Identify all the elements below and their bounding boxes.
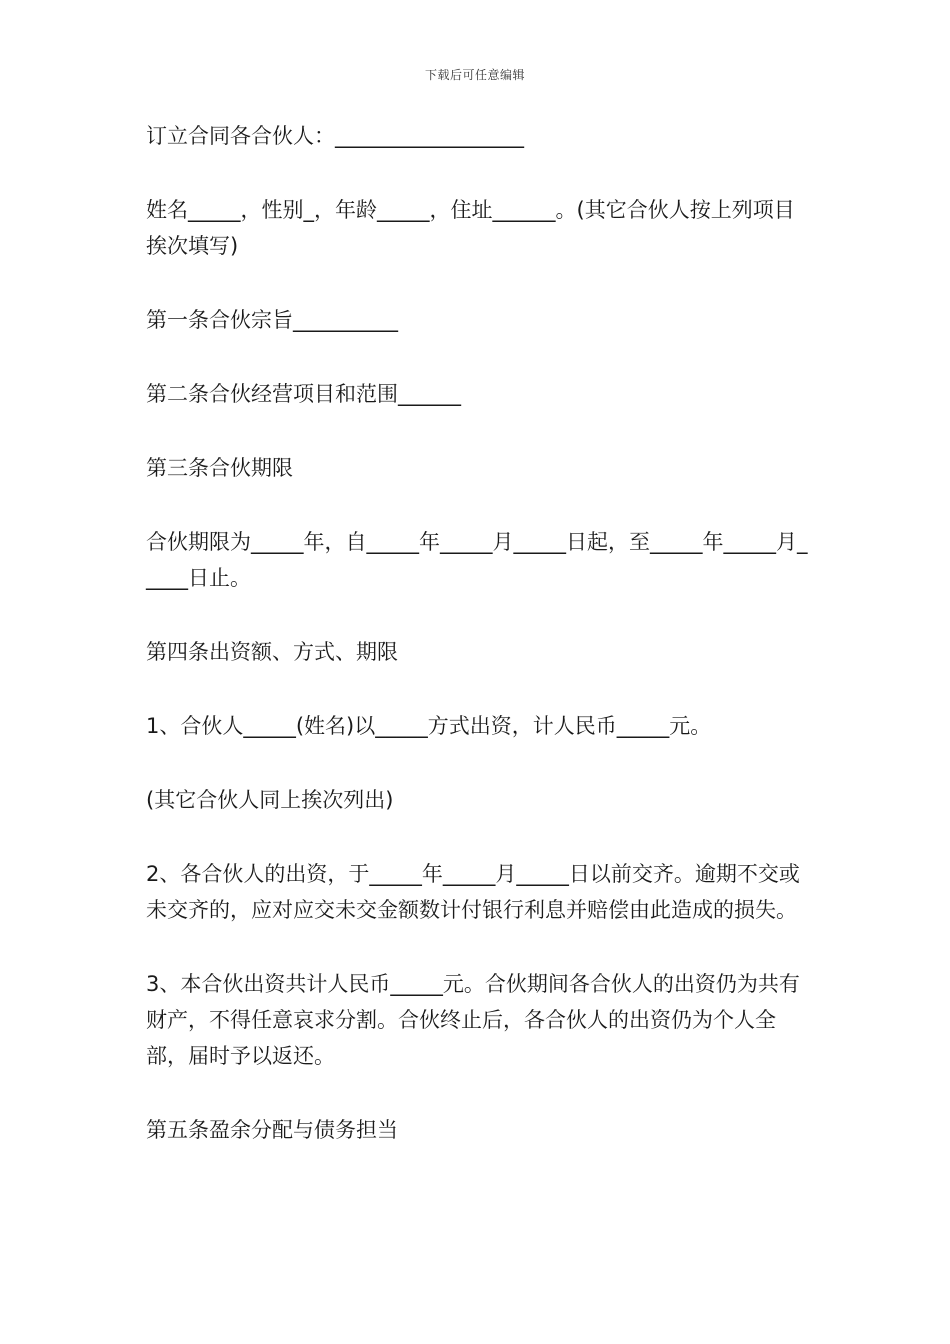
contribution-item-1: 1、合伙人_____(姓名)以_____方式出资，计人民币_____元。 <box>146 714 712 738</box>
article-2-heading: 第二条合伙经营项目和范围______ <box>146 382 461 406</box>
article-4-heading: 第四条出资额、方式、期限 <box>146 640 398 664</box>
contribution-item-3: 3、本合伙出资共计人民币_____元。合伙期间各合伙人的出资仍为共有财产，不得任意哀求分割。合伙终止后，各合伙人的出资仍为个人全部，届时予以返还。 <box>146 972 800 1068</box>
contract-parties-line: 订立合同各合伙人：__________________ <box>146 124 524 148</box>
partner-info-paragraph: 姓名_____，性别_，年龄_____，住址______。(其它合伙人按上列项目挨次填写) <box>146 198 795 258</box>
article-3-heading: 第三条合伙期限 <box>146 456 293 480</box>
contribution-note: (其它合伙人同上挨次列出) <box>146 788 394 812</box>
document-body <box>146 118 808 1148</box>
contribution-item-2: 2、各合伙人的出资，于_____年_____月_____日以前交齐。逾期不交或未交齐的，应对应交未交金额数计付银行利息并赔偿由此造成的损失。 <box>146 862 800 922</box>
article-1-heading: 第一条合伙宗旨__________ <box>146 308 398 332</box>
article-5-heading: 第五条盈余分配与债务担当 <box>146 1118 398 1142</box>
term-paragraph: 合伙期限为_____年，自_____年_____月_____日起，至_____年_____月_____日止。 <box>146 530 808 590</box>
header-note: 下载后可任意编辑 <box>424 68 525 82</box>
